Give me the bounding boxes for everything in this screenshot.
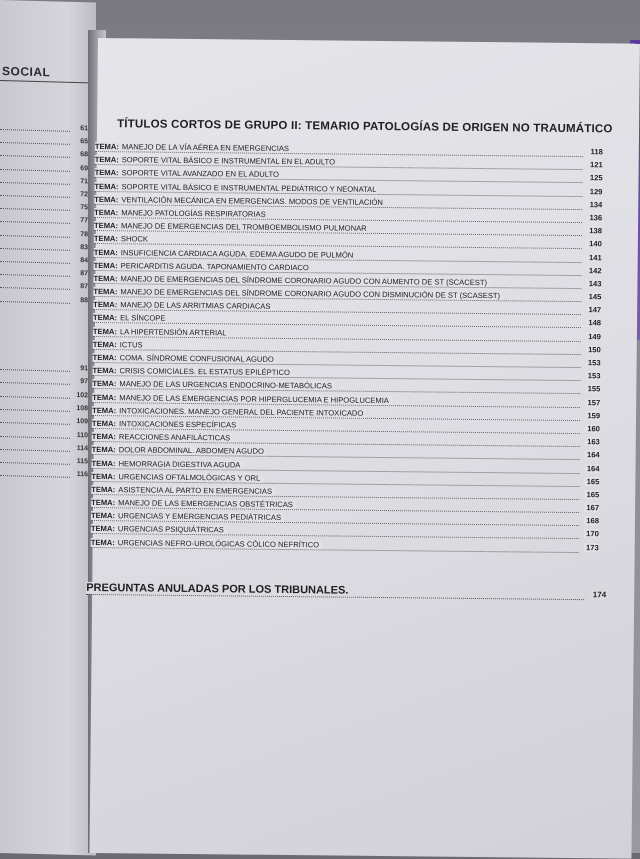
toc-entry-text: URGENCIAS PSIQUIÁTRICAS [117,524,224,535]
toc-entry-page: 118 [590,147,603,157]
left-toc-page: 65 [80,138,88,146]
toc-entry-page: 153 [587,358,601,368]
dot-leader [0,369,70,372]
toc-entry-text: INTOXICACIONES ESPECÍFICAS [118,419,237,430]
toc-entry-label: TEMA: [94,168,119,178]
toc-list [91,142,603,556]
toc-entry [91,524,227,534]
toc-entry [93,300,273,311]
left-toc-page: 72 [80,191,88,199]
toc-entry [91,485,275,496]
toc-entry-page: 149 [588,331,601,341]
toc-entry [91,472,263,483]
left-page [0,0,96,856]
toc-entry-text: MANEJO DE EMERGENCIAS DEL TROMBOEMBOLISMO PULMONAR [121,221,367,233]
toc-entry-label: TEMA: [93,287,118,297]
left-toc-page: 87 [80,283,88,291]
dot-leader [0,382,70,385]
dot-leader [0,274,70,277]
toc-entry-text: MANEJO DE EMERGENCIAS DEL SÍNDROME CORONARIO AGUDO CON DISMINUCIÓN DE ST (SCASEST) [120,287,501,301]
toc-entry-label: TEMA: [94,155,119,165]
left-toc-page: 102 [76,391,88,399]
left-toc-row [0,254,92,268]
toc-entry-text: SOPORTE VITAL AVANZADO EN EL ADULTO [121,168,279,180]
toc-entry-label: TEMA: [94,207,119,218]
toc-entry-label: TEMA: [93,260,118,270]
dot-leader [0,129,70,132]
left-toc-row [0,214,92,228]
toc-entry-text: ICTUS [119,340,143,350]
toc-entry-label: TEMA: [92,379,117,389]
toc-entry-label: TEMA: [92,392,117,402]
left-toc-page: 68 [80,151,88,159]
dot-leader [0,221,70,224]
left-toc-page: 116 [76,471,88,479]
toc-entry-page: 140 [589,239,602,249]
left-toc-row [0,175,92,189]
dot-leader [0,235,70,238]
toc-entry [92,458,244,469]
toc-entry-text: MANEJO DE LAS EMERGENCIAS POR HIPERGLUCEMIA E HIPOGLUCEMIA [119,392,389,405]
toc-entry-page: 164 [586,450,600,460]
left-toc-row [0,468,92,482]
left-toc-page: 97 [80,378,88,386]
toc-entry-label: TEMA: [93,300,118,310]
dot-leader [0,409,70,412]
left-toc-row [0,122,92,136]
left-toc-page: 87 [80,270,88,278]
left-toc-row [0,389,92,403]
dot-leader [0,449,70,452]
left-toc-row [0,241,92,255]
left-page-heading: SOCIAL [2,64,51,80]
left-toc-page: 84 [80,257,88,265]
toc-entry-page: 141 [589,252,602,262]
toc-entry-label: TEMA: [92,339,117,350]
toc-entry-page: 142 [588,265,602,275]
left-toc-row [0,442,92,456]
final-entry-text: PREGUNTAS ANULADAS POR LOS TRIBUNALES. [86,582,352,597]
toc-entry-text: PERICARDITIS AGUDA. TAPONAMIENTO CARDIACO [120,260,309,272]
toc-entry-text: SHOCK [120,234,149,244]
toc-entry-page: 157 [587,397,601,407]
toc-entry-text: VENTILACIÓN MECÁNICA EN EMERGENCIAS. MODOS DE VENTILACIÓN [121,195,383,207]
toc-entry-text: COMA. SÍNDROME CONFUSIONAL AGUDO [119,353,274,364]
toc-entry-text: SOPORTE VITAL BÁSICO E INSTRUMENTAL PEDIÁTRICO Y NEONATAL [121,181,377,194]
dot-leader [0,208,70,211]
toc-entry-page: 170 [586,529,599,539]
toc-entry-label: TEMA: [94,194,119,204]
left-toc-row [0,228,92,242]
left-toc-page: 83 [80,243,88,252]
section-title: TÍTULOS CORTOS DE GRUPO II: TEMARIO PATOLOGÍAS DE ORIGEN NO TRAUMÁTICO [117,118,613,136]
toc-entry-page: 165 [586,476,600,486]
left-toc-row [0,294,92,308]
toc-entry-label: TEMA: [93,313,118,323]
toc-entry-text: MANEJO PATOLOGÍAS RESPIRATORIAS [121,208,266,219]
left-toc-page: 91 [80,365,88,373]
toc-entry [94,208,269,219]
left-toc-row [0,280,92,294]
dot-leader [0,155,70,158]
toc-entry-text: MANEJO DE LAS ARRITMIAS CARDIACAS [120,300,271,312]
toc-entry-label: TEMA: [93,273,118,284]
toc-entry-label: TEMA: [91,445,116,455]
toc-entry-label: TEMA: [91,484,116,495]
toc-entry-label: TEMA: [90,511,116,521]
left-toc-row [0,267,92,281]
toc-entry [93,313,168,323]
toc-entry-page: 148 [588,318,602,328]
toc-entry-label: TEMA: [91,498,116,508]
toc-entry-text: LA HIPERTENSIÓN ARTERIAL [119,326,227,337]
toc-entry [93,353,277,364]
toc-entry-text: URGENCIAS OFTALMOLÓGICAS Y ORL [118,471,261,483]
toc-entry-page: 136 [589,213,603,223]
toc-entry [94,234,151,244]
dot-leader [0,462,70,465]
left-toc-page: 78 [80,230,88,238]
toc-entry-page: 165 [586,490,600,500]
left-toc-page: 77 [80,217,88,225]
left-toc-row [0,429,92,443]
toc-entry-label: TEMA: [91,471,116,481]
toc-entry-page: 138 [589,226,603,236]
toc-entry-page: 163 [587,437,600,447]
toc-entry-label: TEMA: [90,537,115,547]
toc-entry-text: REACCIONES ANAFILÁCTICAS [118,432,231,443]
left-toc-row [0,455,92,469]
toc-entry-label: TEMA: [92,352,117,363]
left-toc-page: 69 [80,164,88,172]
left-toc-row [0,148,92,162]
toc-entry-label: TEMA: [93,234,118,244]
toc-entry-label: TEMA: [92,326,118,336]
left-toc-page: 75 [80,204,88,212]
left-toc-row [0,402,92,416]
toc-entry-text: HEMORRAGIA DIGESTIVA AGUDA [118,458,241,470]
left-toc-row [0,162,92,176]
dot-leader [0,195,70,198]
toc-entry-text: MANEJO DE EMERGENCIAS DEL SÍNDROME CORONARIO AGUDO CON AUMENTO DE ST (SCACEST) [120,274,488,287]
toc-entry-text: EL SÍNCOPE [120,313,166,324]
left-toc-page: 110 [76,431,88,439]
left-toc-page: 109 [76,418,88,426]
right-page [86,38,640,859]
toc-entry-page: 164 [586,463,600,473]
toc-entry-label: TEMA: [93,221,119,231]
toc-entry-page: 160 [587,424,600,434]
toc-entry-label: TEMA: [94,181,119,191]
toc-entry-text: INSUFICIENCIA CARDIACA AGUDA. EDEMA AGUDO DE PULMÓN [120,247,354,260]
toc-entry-label: TEMA: [94,141,119,152]
toc-entry-label: TEMA: [91,432,116,442]
toc-entry-page: 159 [587,410,601,421]
left-toc-row [0,201,92,215]
dot-leader [91,547,579,553]
left-toc-page: 114 [76,444,88,453]
dot-leader [0,396,70,399]
left-toc-row [0,375,92,389]
dot-leader [0,287,70,290]
toc-entry-label: TEMA: [92,366,117,376]
toc-entry-page: 121 [589,160,603,170]
toc-entry-text: MANEJO DE LAS URGENCIAS ENDOCRINO-METABÓLICAS [119,379,332,391]
dot-leader [0,436,70,439]
toc-entry-text: URGENCIAS NEFRO-UROLÓGICAS CÓLICO NEFRÍTICO [117,537,320,549]
toc-entry-page: 155 [587,384,601,394]
toc-entry [92,419,239,430]
toc-entry-page: 153 [587,371,601,381]
dot-leader [0,182,70,185]
left-toc-page: 61 [80,125,88,133]
left-heading-rule [0,80,90,83]
toc-entry-label: TEMA: [93,247,118,257]
toc-entry-label: TEMA: [92,405,117,415]
left-toc-page: 88 [80,296,88,304]
left-toc-page: 71 [80,177,88,186]
toc-entry [92,445,267,456]
toc-entry [92,432,234,442]
toc-entry-text: DOLOR ABDOMINAL. ABDOMEN AGUDO [118,445,264,457]
dot-leader [0,248,70,251]
final-entry-page: 174 [592,590,607,600]
toc-entry-page: 125 [589,173,603,183]
left-toc-row [0,188,92,202]
toc-entry-page: 145 [588,292,602,302]
toc-entry-text: ASISTENCIA AL PARTO EN EMERGENCIAS [118,485,273,496]
toc-entry-text: URGENCIAS Y EMERGENCIAS PEDIÁTRICAS [117,511,282,523]
toc-entry-text: SOPORTE VITAL BÁSICO E INSTRUMENTAL EN EL ADULTO [121,155,336,167]
toc-entry [93,327,230,337]
left-toc-page: 115 [76,458,88,466]
toc-entry-page: 147 [588,305,602,315]
dot-leader [0,169,70,172]
toc-entry-text: MANEJO DE LAS EMERGENCIAS OBSTÉTRICAS [118,498,293,510]
toc-entry-text: MANEJO DE LA VÍA AÉREA EN EMERGENCIAS [121,142,290,154]
left-toc-row [0,362,92,376]
left-toc-page: 108 [76,404,88,413]
toc-entry-text: INTOXICACIONES. MANEJO GENERAL DEL PACIENTE INTOXICADO [119,405,364,418]
toc-entry-label: TEMA: [90,524,115,534]
dot-leader [0,475,70,478]
toc-entry-text: CRISIS COMICIALES. EL ESTATUS EPILÉPTICO [119,366,290,378]
toc-entry-label: TEMA: [91,418,117,429]
toc-entry-page: 129 [589,186,603,196]
dot-leader [0,422,70,425]
dot-leader [0,301,70,304]
left-toc-row [0,415,92,429]
toc-entry-page: 173 [585,542,599,552]
toc-entry-page: 150 [588,344,601,355]
toc-entry-page: 167 [586,503,600,513]
toc-entry-page: 143 [588,279,602,289]
dot-leader [0,142,70,145]
toc-entry-page: 168 [586,516,600,526]
toc-entry-label: TEMA: [91,458,116,468]
toc-entry [93,340,146,350]
left-toc-row [0,135,92,149]
toc-entry-page: 134 [589,199,603,210]
dot-leader [0,261,70,264]
